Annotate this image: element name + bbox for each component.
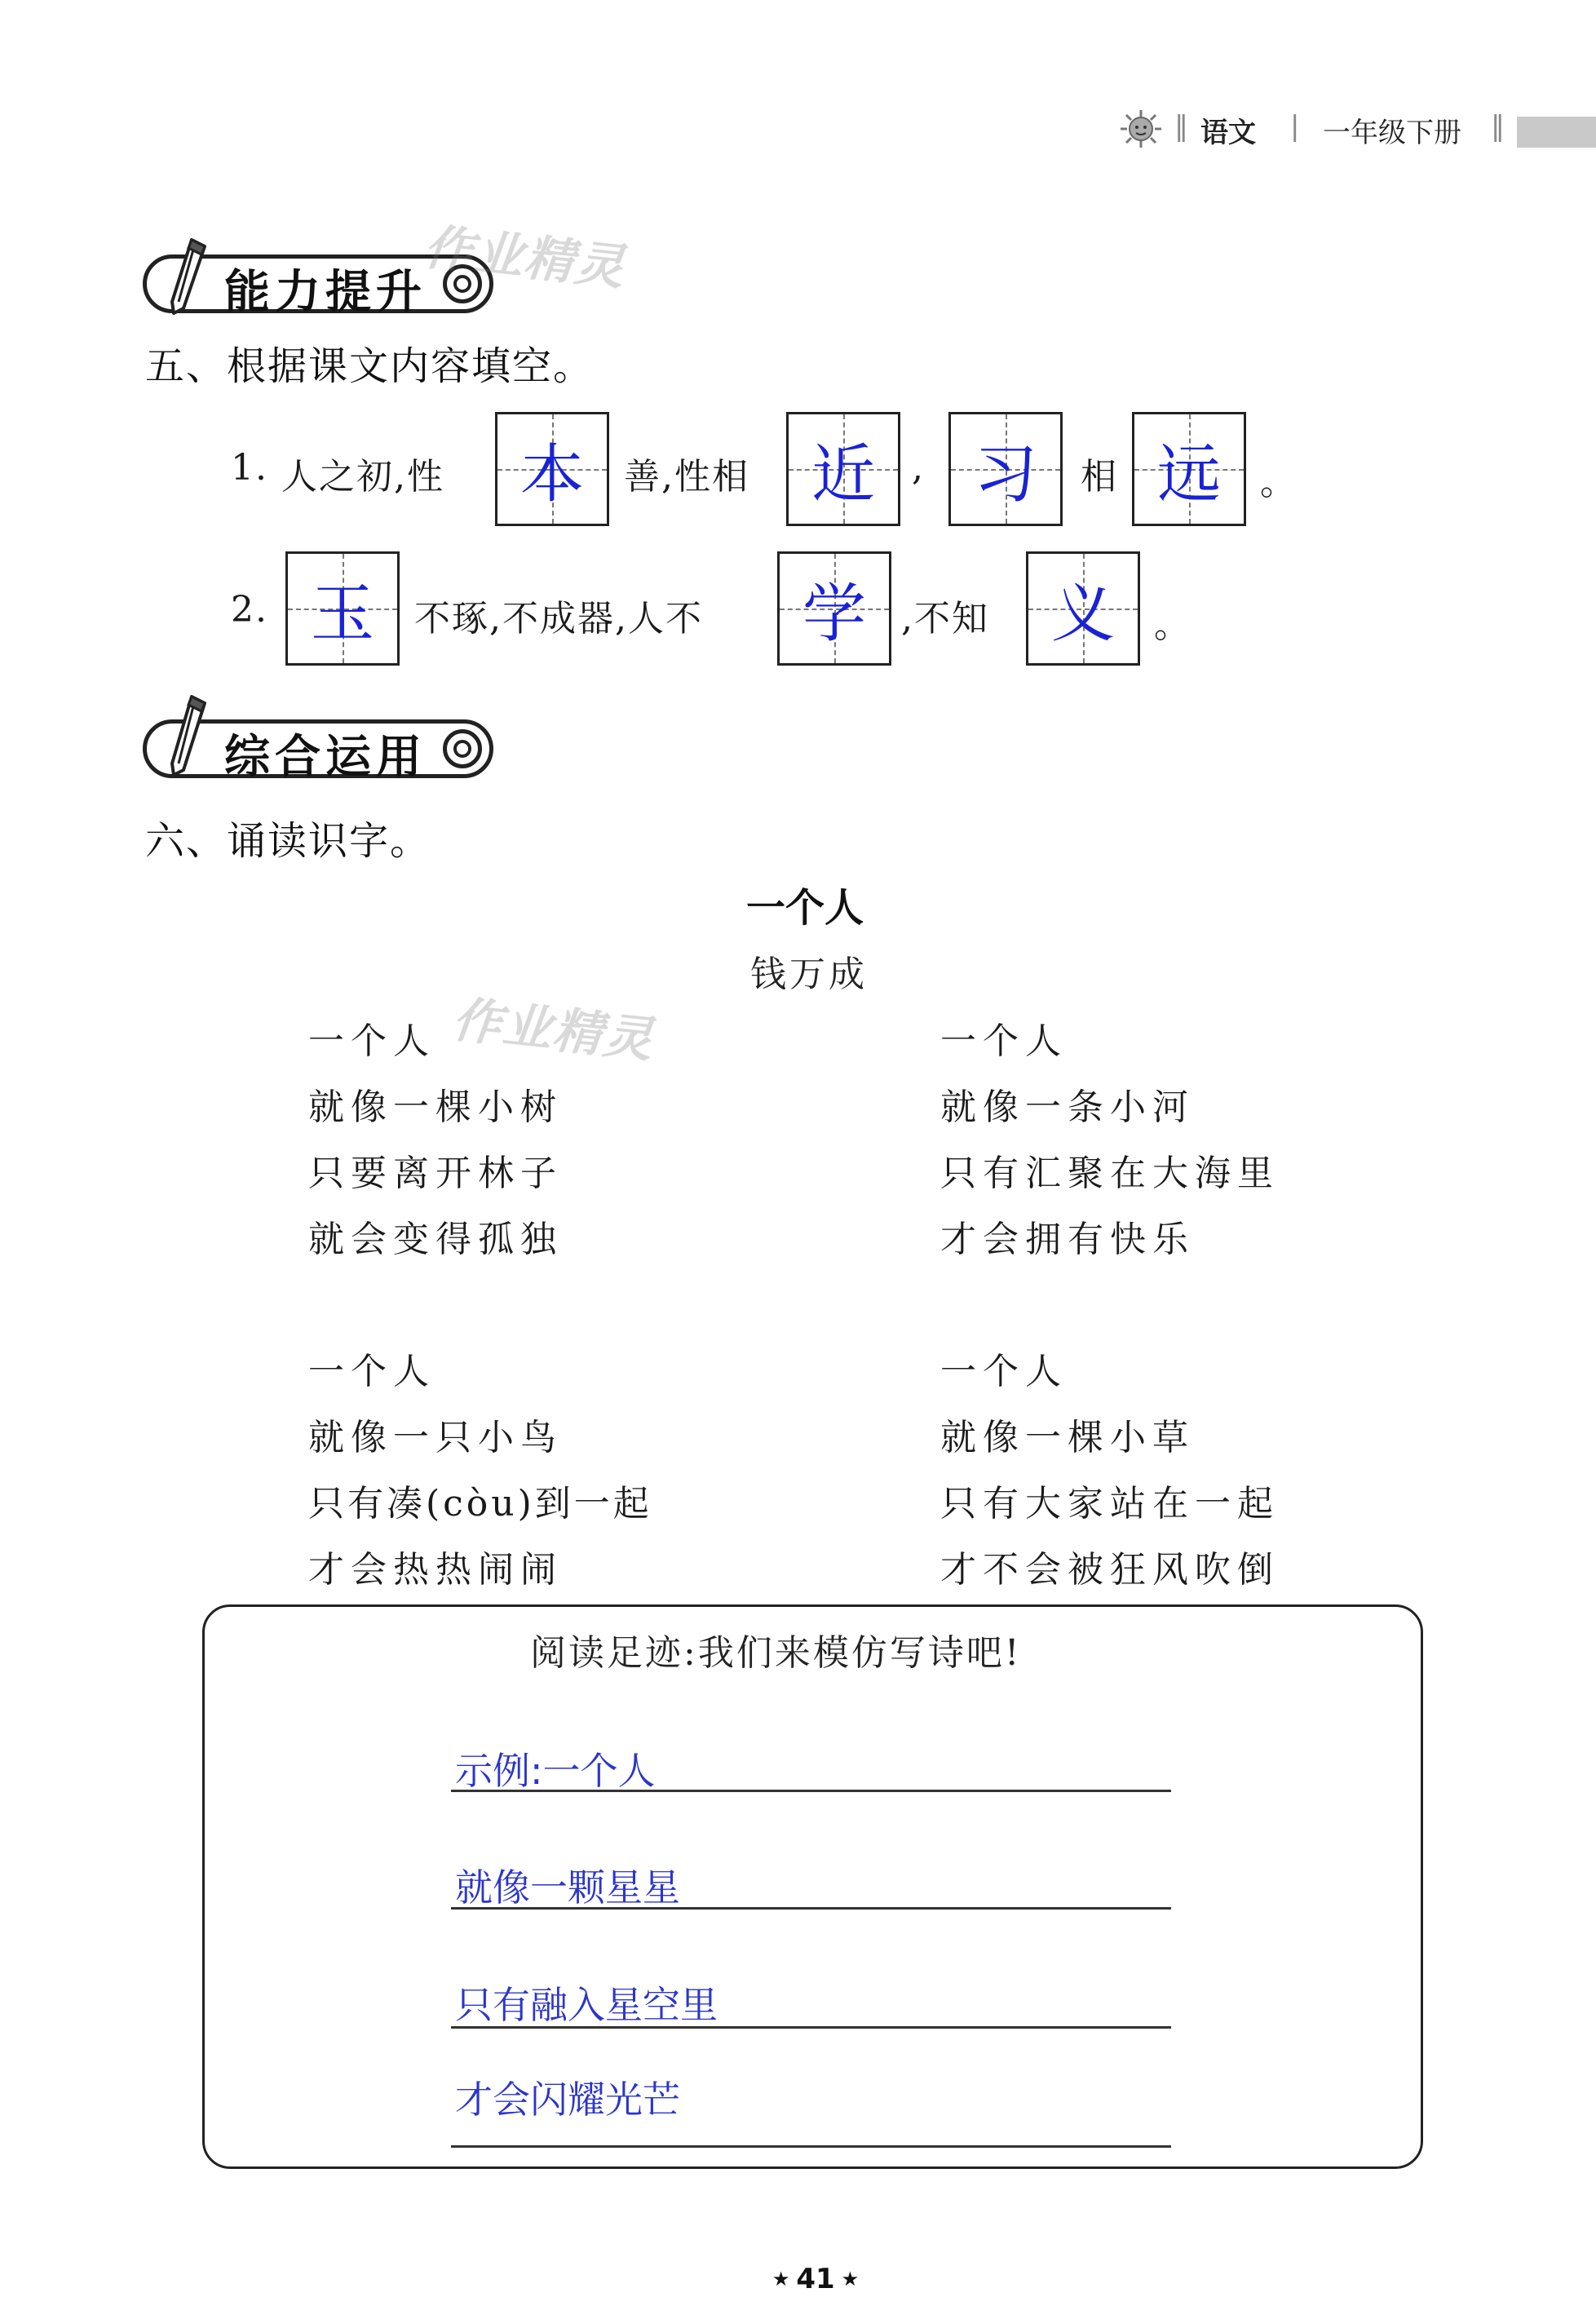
header-divider: || bbox=[1174, 110, 1183, 143]
answer-text: 学 bbox=[802, 578, 866, 651]
q5-line1-text-a: 人之初,性 bbox=[281, 456, 444, 498]
poem-line: 一个人 bbox=[940, 1351, 1068, 1392]
q5-line1-text-e: 。 bbox=[1260, 462, 1298, 503]
header-grade: 一年级下册 bbox=[1323, 117, 1461, 149]
imitation-title: 阅读足迹:我们来模仿写诗吧! bbox=[530, 1632, 1022, 1674]
star-icon: ★ bbox=[771, 2268, 790, 2290]
header-divider: | bbox=[1290, 110, 1295, 143]
poem-line: 才不会被狂风吹倒 bbox=[940, 1549, 1280, 1591]
answer-text: 义 bbox=[1050, 578, 1115, 651]
q5-line1-text-b: 善,性相 bbox=[624, 456, 749, 498]
q5-line2-text-b: ,不知 bbox=[901, 598, 989, 640]
answer-box[interactable] bbox=[1132, 412, 1246, 526]
poem-line: 一个人 bbox=[308, 1351, 435, 1392]
poem-title: 一个人 bbox=[746, 885, 864, 931]
page-number: 41 bbox=[796, 2263, 835, 2295]
banner-ring-inner bbox=[453, 740, 471, 758]
section-banner-application bbox=[143, 692, 502, 784]
header-divider: || bbox=[1491, 110, 1500, 143]
banner-title: 能力提升 bbox=[224, 266, 427, 319]
answer-box[interactable] bbox=[285, 551, 400, 666]
question-5-heading: 五、根据课文内容填空。 bbox=[145, 343, 595, 389]
answer-text: 本 bbox=[519, 438, 584, 511]
answer-text: 近 bbox=[811, 438, 875, 511]
poem-line: 就会变得孤独 bbox=[308, 1219, 563, 1260]
poem-line: 只要离开林子 bbox=[308, 1153, 563, 1194]
poem-line: 就像一条小河 bbox=[940, 1087, 1195, 1128]
answer-text: 远 bbox=[1156, 438, 1221, 511]
poem-author: 钱万成 bbox=[750, 954, 868, 995]
answer-box[interactable] bbox=[777, 551, 891, 666]
header-gray-bar bbox=[1517, 117, 1596, 148]
poem-line: 只有大家站在一起 bbox=[940, 1483, 1280, 1525]
answer-box[interactable] bbox=[948, 412, 1063, 526]
answer-text: 玉 bbox=[310, 578, 374, 651]
written-answer: 只有融入星空里 bbox=[455, 1983, 718, 2027]
writing-line[interactable] bbox=[451, 2145, 1171, 2148]
watermark: 作业精灵 bbox=[421, 219, 629, 297]
answer-text: 习 bbox=[973, 438, 1037, 511]
writing-line[interactable] bbox=[451, 2026, 1171, 2029]
poem-line: 才会热热闹闹 bbox=[308, 1549, 563, 1591]
writing-line[interactable] bbox=[451, 1907, 1171, 1910]
writing-line[interactable] bbox=[451, 1790, 1171, 1792]
star-icon: ★ bbox=[841, 2268, 860, 2290]
poem-line: 只有汇聚在大海里 bbox=[940, 1153, 1280, 1194]
header bbox=[1109, 102, 1596, 159]
poem-line: 只有凑(còu)到一起 bbox=[308, 1483, 652, 1525]
answer-box[interactable] bbox=[495, 412, 609, 526]
header-subject: 语文 bbox=[1200, 117, 1256, 149]
poem-line: 一个人 bbox=[940, 1020, 1068, 1062]
page-footer bbox=[758, 2261, 873, 2297]
banner-title: 综合运用 bbox=[224, 731, 427, 784]
poem-line: 一个人 bbox=[308, 1020, 435, 1062]
q5-line2-number: 2. bbox=[231, 589, 268, 631]
q5-line1-text-c: , bbox=[912, 447, 925, 489]
written-answer: 才会闪耀光芒 bbox=[455, 2078, 680, 2122]
watermark: 作业精灵 bbox=[449, 991, 657, 1069]
q5-line2-text-a: 不琢,不成器,人不 bbox=[414, 598, 703, 640]
sun-icon bbox=[1116, 108, 1166, 149]
q5-line1-number: 1. bbox=[231, 447, 268, 489]
poem-line: 就像一棵小树 bbox=[308, 1087, 563, 1128]
answer-box[interactable] bbox=[1026, 551, 1140, 666]
q5-line1-text-d: 相 bbox=[1081, 456, 1118, 498]
imitation-frame bbox=[202, 1604, 1423, 2169]
pencil-icon bbox=[159, 237, 216, 318]
answer-box[interactable] bbox=[786, 412, 900, 526]
q5-line2-text-c: 。 bbox=[1154, 604, 1191, 646]
poem-line: 就像一只小鸟 bbox=[308, 1417, 563, 1458]
written-answer: 示例:一个人 bbox=[455, 1749, 656, 1793]
poem-line: 才会拥有快乐 bbox=[940, 1219, 1195, 1260]
poem-line: 就像一棵小草 bbox=[940, 1417, 1195, 1458]
written-answer: 就像一颗星星 bbox=[455, 1865, 680, 1910]
pencil-icon bbox=[159, 692, 216, 781]
question-6-heading: 六、诵读识字。 bbox=[145, 818, 431, 864]
